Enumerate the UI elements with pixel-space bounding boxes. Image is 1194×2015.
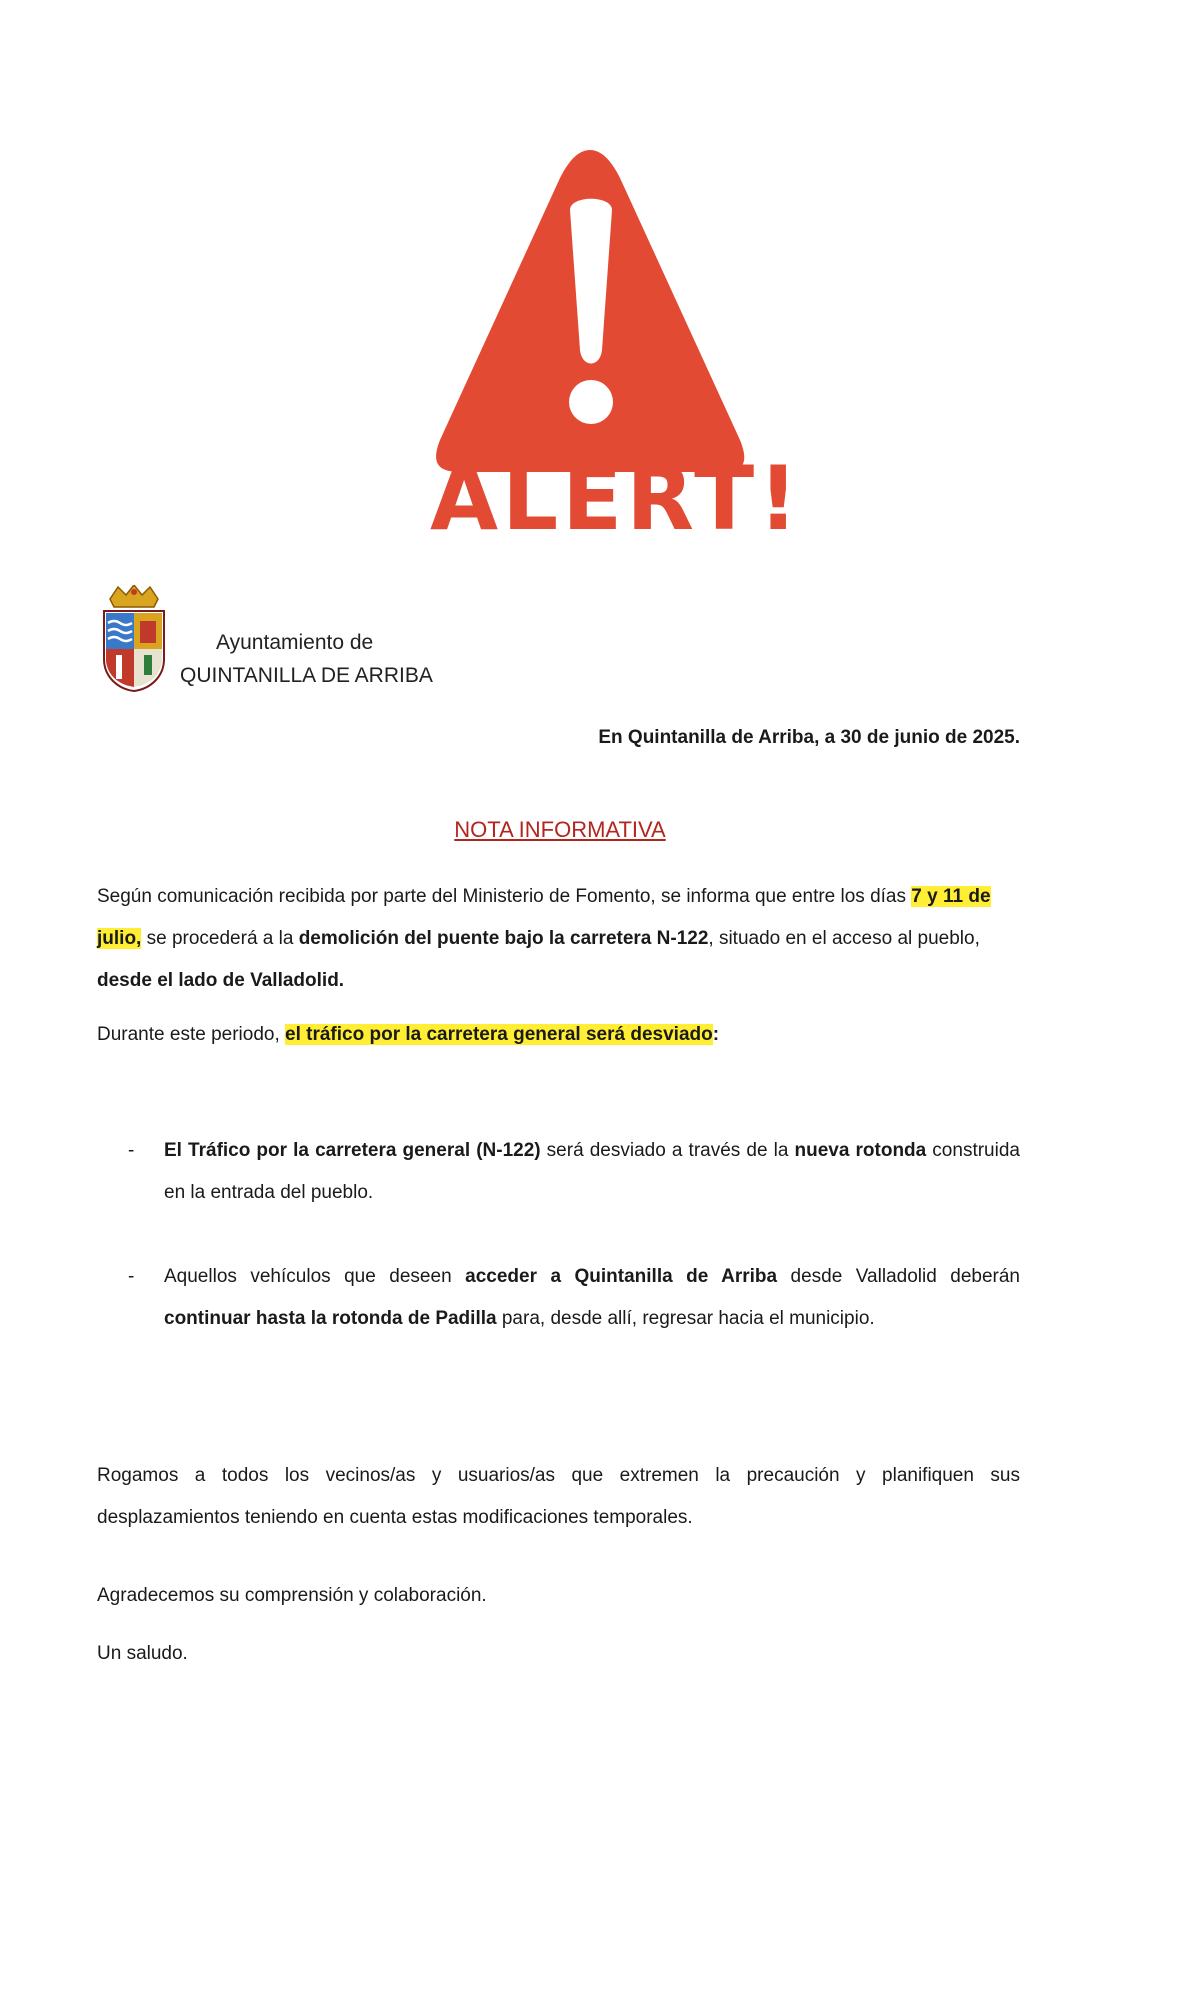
list-item: - El Tráfico por la carretera general (N-122) será desviado a través de la nueva rotonda construida en la entrada del pueblo. [128,1140,1020,1203]
highlighted-detour: el tráfico por la carretera general será desviado [285,1024,713,1045]
municipal-crest-icon [100,585,168,693]
org-line-2: QUINTANILLA DE ARRIBA [180,664,433,687]
list-item: - Aquellos vehículos que deseen acceder a Quintanilla de Arriba desde Valladolid deberán continuar hasta la rotonda de Padilla para, desde allí, regresar hacia el municipio. [128,1266,1020,1329]
organization-name [180,626,433,692]
page-title: NOTA INFORMATIVA [454,817,666,842]
paragraph-1: Según comunicación recibida por parte del Ministerio de Fomento, se informa que entre los días 7 y 11 de julio, se procederá a la demolición del puente bajo la carretera N-122, situado en el acceso al pueblo, desde el lado de Valladolid. [97,886,991,991]
highlighted-dates: 7 y 11 de julio, [97,886,991,949]
date-line: En Quintanilla de Arriba, a 30 de junio de 2025. [598,727,1020,748]
paragraph-3: Rogamos a todos los vecinos/as y usuarios/as que extremen la precaución y planifiquen sus desplazamientos teniendo en cuenta estas modificaciones temporales. [97,1465,1020,1528]
org-line-1: Ayuntamiento de [216,631,374,654]
paragraph-2: Durante este periodo, el tráfico por la carretera general será desviado: [97,1024,720,1045]
paragraph-4: Agradecemos su comprensión y colaboración. [97,1585,487,1606]
closing-line: Un saludo. [97,1643,188,1664]
alert-label: ALERT! [430,447,803,550]
